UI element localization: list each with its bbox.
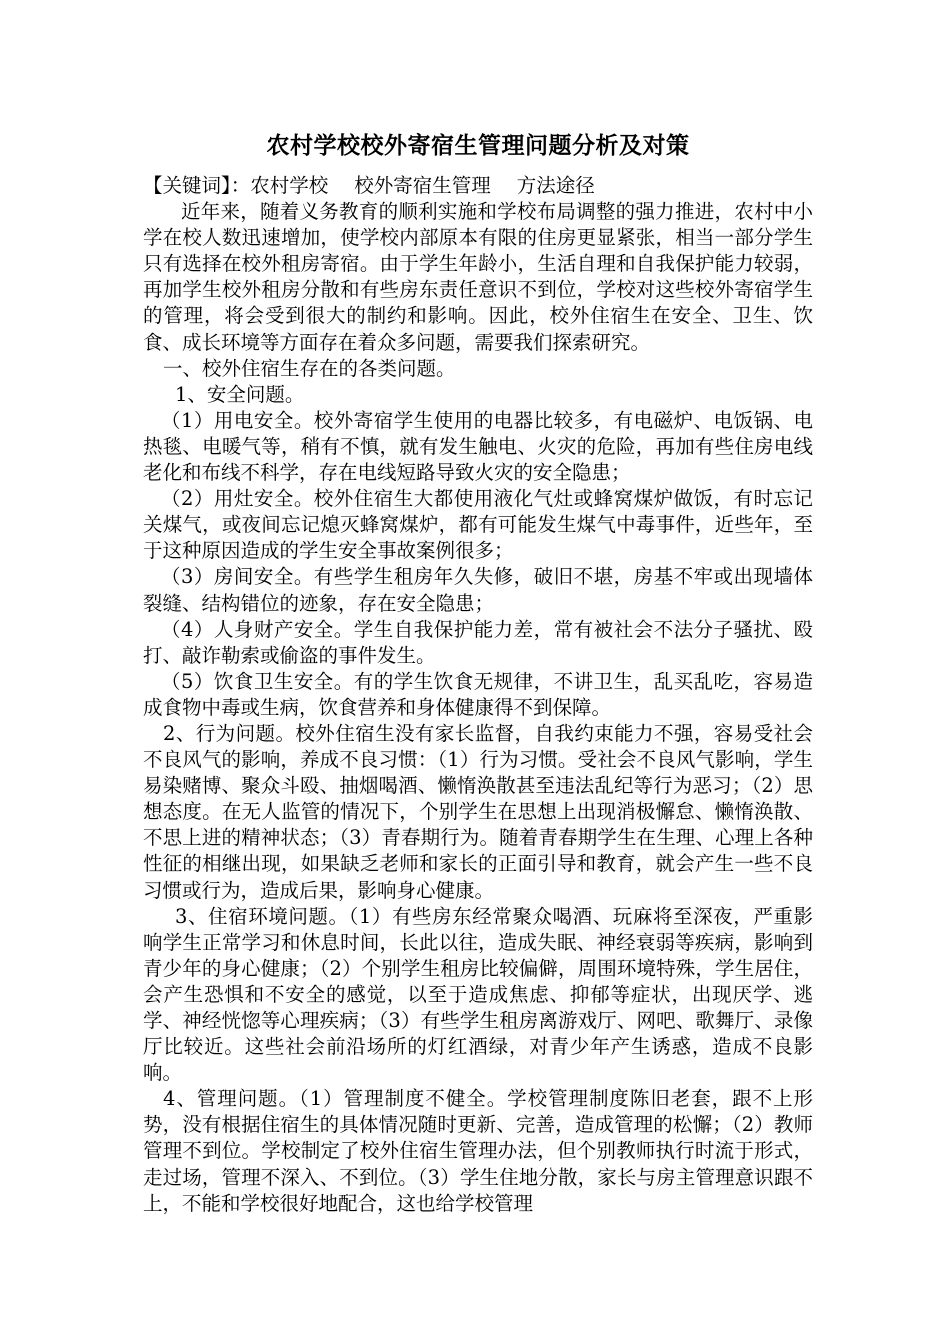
paragraph-management: 4、管理问题。（1）管理制度不健全。学校管理制度陈旧老套，跟不上形势，没有根据住宿生的具体情况随时更新、完善，造成管理的松懈；（2）教师管理不到位。学校制定了校外住宿生管理办法，但个别教师执行时流于形式，走过场，管理不深入、不到位。（3）学生住地分散，家长与房主管理意识跟不上，不能和学校很好地配合，这也给学校管理 <box>143 1087 813 1215</box>
paragraph-intro: 近年来，随着义务教育的顺利实施和学校布局调整的强力推进，农村中小学在校人数迅速增加，使学校内部原本有限的住房更显紧张，相当一部分学生只有选择在校外租房寄宿。由于学生年龄小，生活自理和自我保护能力较弱，再加学生校外租房分散和有些房东责任意识不到位，学校对这些校外寄宿学生的管理，将会受到很大的制约和影响。因此，校外住宿生在安全、卫生、饮食、成长环境等方面存在着众多问题，需要我们探索研究。 <box>143 200 813 354</box>
keywords-line <box>143 173 813 199</box>
section-heading-1: 一、校外住宿生存在的各类问题。 <box>163 356 456 380</box>
paragraph-food-safety: （5）饮食卫生安全。有的学生饮食无规律，不讲卫生，乱买乱吃，容易造成食物中毒或生病，饮食营养和身体健康得不到保障。 <box>143 669 813 719</box>
paragraph-electric-safety: （1）用电安全。校外寄宿学生使用的电器比较多，有电磁炉、电饭锅、电热毯、电暖气等，稍有不慎，就有发生触电、火灾的危险，再加有些住房电线老化和布线不科学，存在电线短路导致火灾的安全隐患； <box>143 408 813 485</box>
document-page <box>143 130 813 1217</box>
document-title: 农村学校校外寄宿生管理问题分析及对策 <box>266 133 690 159</box>
paragraph-behavior: 2、行为问题。校外住宿生没有家长监督，自我约束能力不强，容易受社会不良风气的影响，养成不良习惯：（1）行为习惯。受社会不良风气影响，学生易染赌博、聚众斗殴、抽烟喝酒、懒惰涣散甚至违法乱纪等行为恶习；（2）思想态度。在无人监管的情况下，个别学生在思想上出现消极懈怠、懒惰涣散、不思上进的精神状态；（3）青春期行为。随着青春期学生在生理、心理上各种性征的相继出现，如果缺乏老师和家长的正面引导和教育，就会产生一些不良习惯或行为，造成后果，影响身心健康。 <box>143 721 813 902</box>
keywords-label: 【关键词】： <box>143 174 251 197</box>
paragraph-stove-safety: （2）用灶安全。校外住宿生大都使用液化气灶或蜂窝煤炉做饭，有时忘记关煤气，或夜间忘记熄灭蜂窝煤炉，都有可能发生煤气中毒事件，近些年，至于这种原因造成的学生安全事故案例很多； <box>143 487 813 563</box>
paragraph-environment: 3、住宿环境问题。（1）有些房东经常聚众喝酒、玩麻将至深夜，严重影响学生正常学习和休息时间，长此以往，造成失眠、神经衰弱等疾病，影响到青少年的身心健康；（2）个别学生租房比较偏僻，周围环境特殊，学生居住，会产生恐惧和不安全的感觉，以至于造成焦虑、抑郁等症状，出现厌学、逃学、神经恍惚等心理疾病；（3）有些学生租房离游戏厅、网吧、歌舞厅、录像厅比较近。这些社会前沿场所的灯红酒绿，对青少年产生诱惑，造成不良影响。 <box>143 904 813 1085</box>
paragraph-personal-safety: （4）人身财产安全。学生自我保护能力差，常有被社会不法分子骚扰、殴打、敲诈勒索或偷盗的事件发生。 <box>143 617 813 667</box>
keyword-2: 校外寄宿生管理 <box>354 174 491 197</box>
keyword-1: 农村学校 <box>250 174 329 197</box>
paragraph-room-safety: （3）房间安全。有些学生租房年久失修，破旧不堪，房基不牢或出现墙体裂缝、结构错位的迹象，存在安全隐患； <box>143 565 813 615</box>
keyword-3: 方法途径 <box>516 174 595 197</box>
subsection-heading-safety: 1、安全问题。 <box>175 382 305 406</box>
